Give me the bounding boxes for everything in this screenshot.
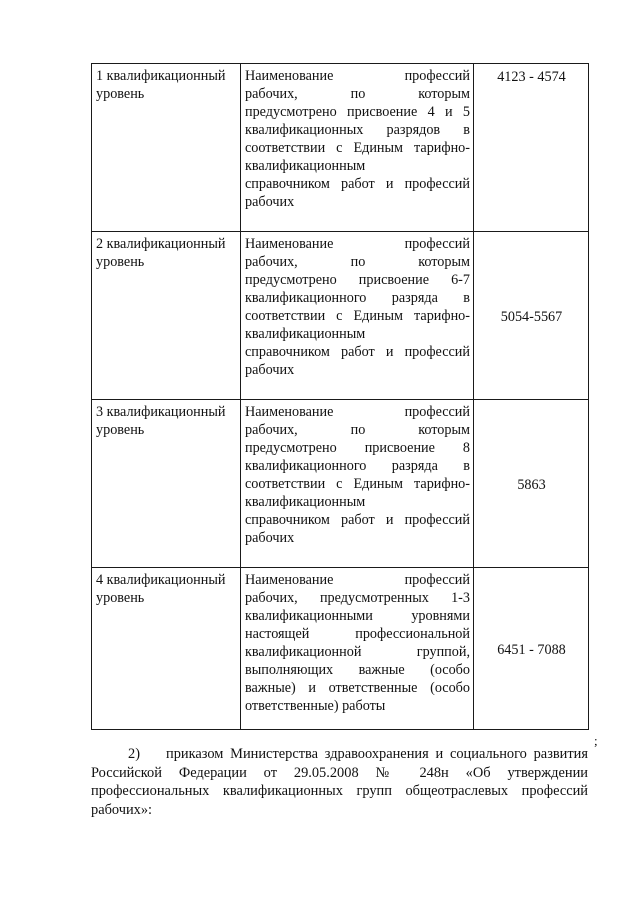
profession-description-cell: [241, 64, 474, 232]
order-reference-paragraph: [91, 745, 588, 819]
table-row: [92, 400, 589, 568]
qualification-level-cell: 4 квалификационный уровень: [92, 568, 241, 730]
description-line: Наименование профессий: [245, 236, 470, 252]
description-line: рабочих, по которым: [245, 422, 470, 438]
profession-description-cell: [241, 568, 474, 730]
qualification-level-cell: 1 квалификационный уровень: [92, 64, 241, 232]
description-line: Наименование профессий: [245, 404, 470, 420]
paragraph-line: рабочих»:: [91, 801, 153, 818]
table-row: [92, 232, 589, 400]
description-line: соответствии с Единым тарифно-: [245, 308, 470, 324]
description-line: рабочих: [245, 362, 295, 378]
description-line: справочником работ и профессий: [245, 344, 470, 360]
description-line: Наименование профессий: [245, 572, 470, 588]
salary-range-cell: 5863: [474, 400, 589, 568]
salary-range-cell: 5054-5567: [474, 232, 589, 400]
qualification-level-cell: 3 квалификационный уровень: [92, 400, 241, 568]
description-line: рабочих, по которым: [245, 86, 470, 102]
description-line: рабочих, предусмотренных 1-3: [245, 590, 470, 606]
profession-description-cell: [241, 400, 474, 568]
trailing-semicolon: ;: [594, 733, 598, 748]
description-line: рабочих, по которым: [245, 254, 470, 270]
description-line: предусмотрено присвоение 4 и 5: [245, 104, 470, 120]
description-line: рабочих: [245, 530, 295, 546]
qualification-level-cell: 2 квалификационный уровень: [92, 232, 241, 400]
salary-range-cell: 4123 - 4574: [474, 64, 589, 232]
qualification-table: [91, 63, 589, 730]
profession-description-cell: [241, 232, 474, 400]
description-line: справочником работ и профессий: [245, 512, 470, 528]
description-line: квалификационных разрядов в: [245, 122, 470, 138]
description-line: квалификационным: [245, 158, 366, 174]
description-line: предусмотрено присвоение 6-7: [245, 272, 470, 288]
description-line: справочником работ и профессий: [245, 176, 470, 192]
description-line: рабочих: [245, 194, 295, 210]
description-line: важные) и ответственные (особо: [245, 680, 470, 696]
paragraph-line: [91, 745, 588, 764]
salary-range-cell: 6451 - 7088: [474, 568, 589, 730]
paragraph-line-text: приказом Министерства здравоохранения и социального развития: [166, 746, 588, 762]
description-line: выполняющих важные (особо: [245, 662, 470, 678]
description-line: предусмотрено присвоение 8: [245, 440, 470, 456]
description-line: квалификационным: [245, 326, 366, 342]
description-line: квалификационного разряда в: [245, 290, 470, 306]
paragraph-line: профессиональных квалификационных групп общеотраслевых профессий: [91, 783, 588, 799]
description-line: настоящей профессиональной: [245, 626, 470, 642]
description-line: квалификационной группой,: [245, 644, 470, 660]
table-row: [92, 64, 589, 232]
description-line: квалификационными уровнями: [245, 608, 470, 624]
description-line: соответствии с Единым тарифно-: [245, 476, 470, 492]
paragraph-line: Российской Федерации от 29.05.2008 № 248н «Об утверждении: [91, 764, 588, 781]
description-line: квалификационного разряда в: [245, 458, 470, 474]
paragraph-number: 2): [128, 746, 140, 762]
table-row: [92, 568, 589, 730]
description-line: квалификационным: [245, 494, 366, 510]
description-line: соответствии с Единым тарифно-: [245, 140, 470, 156]
description-line: ответственные) работы: [245, 698, 386, 714]
description-line: Наименование профессий: [245, 68, 470, 84]
